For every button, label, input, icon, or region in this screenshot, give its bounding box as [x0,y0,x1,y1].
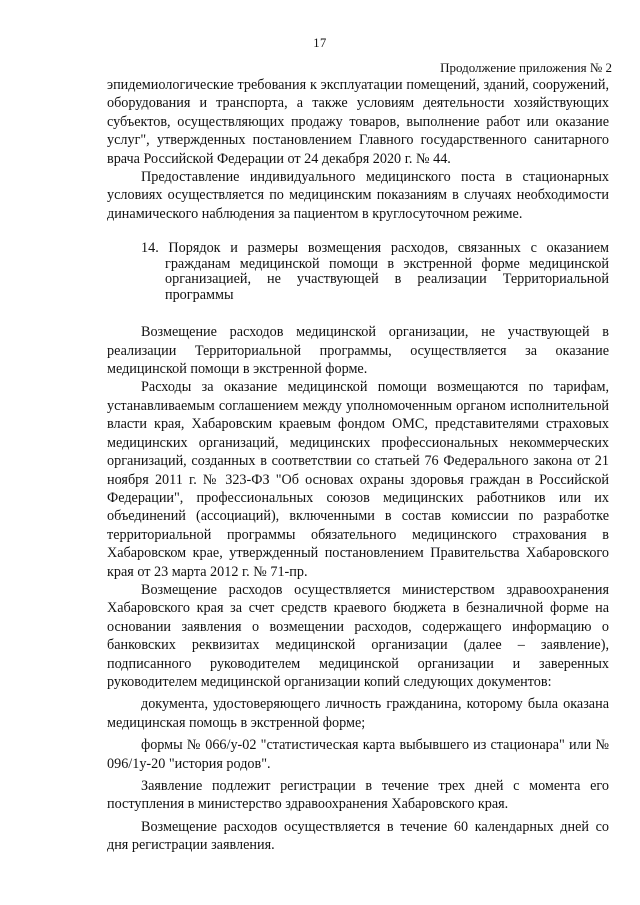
paragraph: Расходы за оказание медицинской помощи возмещаются по тарифам, устанавливаемым соглашением между уполномоченным органом исполнительной власти края, Хабаровским краевым фондом ОМС, представителями страховых медицинских организаций, медицинских профессиональных некоммерческих организаций, созданных в соответствии со статьей 76 Федерального закона от 21 ноября 2011 г. № 323-ФЗ "Об основах охраны здоровья граждан в Российской Федерации", профессиональных союзов медицинских работников или их объединений (ассоциаций), включенными в состав комиссии по разработке территориальной программы обязательного медицинского страхования в Хабаровском крае, утвержденный постановлением Правительства Хабаровского края от 23 марта 2012 г. № 71-пр. [107,379,609,580]
page-number: 17 [313,36,327,50]
paragraph: Возмещение расходов осуществляется министерством здравоохранения Хабаровского края за счет средств краевого бюджета в безналичной форме на основании заявления о возмещении расходов, содержащего информацию о банковских реквизитах медицинской организации (далее – заявление), подписанного руководителем медицинской организации и заверенных руководителем медицинской организации копий следующих документов: [107,581,609,690]
paragraph-individual-post: Предоставление индивидуального медицинского поста в стационарных условиях осуществляется по медицинским показаниям в случаях необходимости динамического наблюдения за пациентом в круглосуточном режиме. [107,169,609,222]
paragraph: Возмещение расходов осуществляется в течение 60 календарных дней со дня регистрации заявления. [107,818,609,854]
paragraph: Заявление подлежит регистрации в течение трех дней с момента его поступления в министерство здравоохранения Хабаровского края. [107,778,609,813]
paragraph: документа, удостоверяющего личность гражданина, которому была оказана медицинская помощь в экстренной форме; [107,696,609,731]
paragraph-continued: эпидемиологические требования к эксплуатации помещений, зданий, сооружений, оборудования и транспорта, а также условиям деятельности хозяйствующих субъектов, осуществляющих продажу товаров, выполнение работ или оказание услуг", утвержденных постановлением Главного государственного санитарного врача Российской Федерации от 24 декабря 2020 г. № 44. [107,77,609,167]
section-heading: 14. Порядок и размеры возмещения расходов, связанных с оказанием гражданам медицинской помощи в экстренной форме медицинской организацией, не участвующей в реализации Территориальной программы [141,240,609,303]
paragraph: формы № 066/у-02 "статистическая карта выбывшего из стационара" или № 096/1у-20 "история родов". [107,737,609,772]
continuation-label: Продолжение приложения № 2 [440,60,612,75]
paragraph: Возмещение расходов медицинской организации, не участвующей в реализации Территориальной программы, осуществляется за оказание медицинской помощи в экстренной форме. [107,324,609,378]
document-body [107,76,609,855]
